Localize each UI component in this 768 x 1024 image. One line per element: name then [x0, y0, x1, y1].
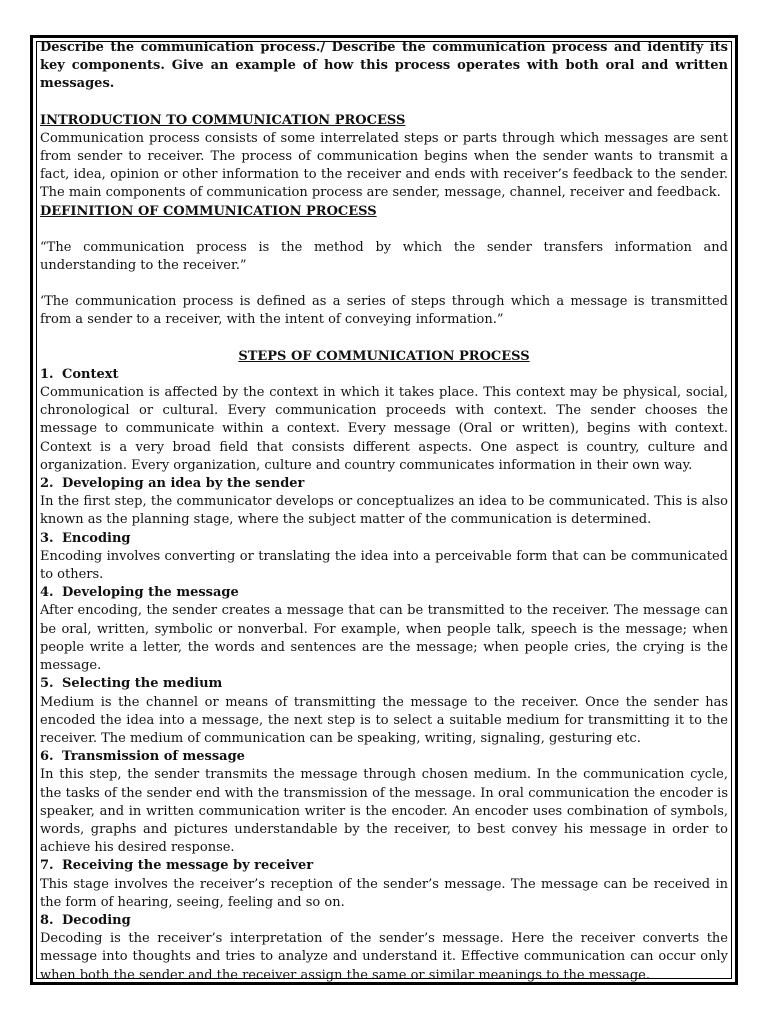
step-text: After encoding, the sender creates a message that can be transmitted to the receiver. The message can be oral, written, symbolic or nonverbal. For example, when people talk, speech is the message; when people write a letter, the words and sentences are the message; when people cries, the crying is the message.: [40, 603, 728, 674]
step-number: 5.: [40, 676, 54, 692]
step-title: Decoding: [62, 912, 131, 928]
step-title: Developing an idea by the sender: [62, 476, 305, 492]
definition-heading: DEFINITION OF COMMUNICATION PROCESS: [40, 203, 377, 219]
step-number: 1.: [40, 366, 54, 382]
step-item: [40, 857, 728, 912]
intro-paragraph: Communication process consists of some interrelated steps or parts through which messages are sent from sender to receiver. The process of communication begins when the sender wants to transmit a fact, idea, opinion or other information to the receiver and ends with receiver’s feedback to the sender. The main components of communication process are sender, message, channel, receiver and feedback.: [40, 130, 728, 201]
step-number: 6.: [40, 749, 54, 765]
step-text: In the first step, the communicator develops or conceptualizes an idea to be communicated. This is also known as the planning stage, where the subject matter of the communication is determined.: [40, 494, 728, 528]
question-text: Describe the communication process./ Describe the communication process and identify its key components. Give an example of how this process operates with both oral and written messages.: [40, 40, 728, 92]
step-text: This stage involves the receiver’s reception of the sender’s message. The message can be received in the form of hearing, seeing, feeling and so on.: [40, 876, 728, 910]
step-heading: [40, 675, 728, 693]
step-text: Decoding is the receiver’s interpretation of the sender’s message. Here the receiver converts the message into thoughts and tries to analyze and understand it. Effective communication can occur only when both the sender and the receiver assign the same or similar meanings to the message.: [40, 931, 728, 983]
step-text: Encoding involves converting or translating the idea into a perceivable form that can be communicated to others.: [40, 548, 728, 583]
step-number: 7.: [40, 858, 54, 874]
step-text: Communication is affected by the context in which it takes place. This context may be physical, social, chronological or cultural. Every communication proceeds with context. The sender chooses the message to communicate within a context. Every message (Oral or written), begins with context. Context is a very broad field that consists different aspects. One aspect is country, culture and organization. Every organization, culture and country communicates information in their own way.: [40, 385, 728, 473]
step-number: 8.: [40, 912, 54, 928]
step-text: Medium is the channel or means of transmitting the message to the receiver. Once the sender has encoded the idea into a message, the next step is to select a suitable medium for transmitting it to the receiver. The medium of communication can be speaking, writing, signaling, gesturing etc.: [40, 694, 728, 746]
step-heading: [40, 912, 728, 930]
step-number: 2.: [40, 476, 54, 492]
step-item: [40, 912, 728, 985]
step-title: Transmission of message: [62, 749, 245, 765]
spacer: [40, 94, 728, 112]
definition-quote-1: “The communication process is the method by which the sender transfers information and understanding to the receiver.”: [40, 239, 728, 274]
intro-heading: INTRODUCTION TO COMMUNICATION PROCESS: [40, 112, 406, 128]
step-heading: [40, 584, 728, 602]
step-heading: [40, 857, 728, 875]
step-number: 4.: [40, 585, 54, 601]
step-heading: [40, 366, 728, 384]
step-item: [40, 584, 728, 675]
step-heading: [40, 748, 728, 766]
step-heading: [40, 475, 728, 493]
step-heading: [40, 530, 728, 548]
step-text: In this step, the sender transmits the message through chosen medium. In the communication cycle, the tasks of the sender end with the transmission of the message. In oral communication the encoder is speaker, and in written communication writer is the encoder. An encoder uses combination of symbols, words, graphs and pictures understandable by the receiver, to best convey his message in order to achieve his desired response.: [40, 767, 728, 856]
document-body: [40, 39, 728, 985]
steps-heading: STEPS OF COMMUNICATION PROCESS: [238, 348, 530, 364]
spacer: [40, 330, 728, 348]
definition-quote-2: ‘The communication process is defined as a series of steps through which a message is transmitted from a sender to a receiver, with the intent of conveying information.”: [40, 294, 728, 328]
step-title: Encoding: [62, 530, 131, 546]
step-title: Receiving the message by receiver: [62, 858, 314, 874]
spacer: [40, 221, 728, 239]
step-title: Selecting the medium: [62, 676, 223, 692]
step-item: [40, 475, 728, 530]
step-item: [40, 675, 728, 748]
step-title: Developing the message: [62, 585, 239, 601]
step-number: 3.: [40, 530, 54, 546]
spacer: [40, 275, 728, 293]
step-item: [40, 366, 728, 475]
step-title: Context: [62, 366, 119, 382]
step-item: [40, 748, 728, 857]
step-item: [40, 530, 728, 585]
